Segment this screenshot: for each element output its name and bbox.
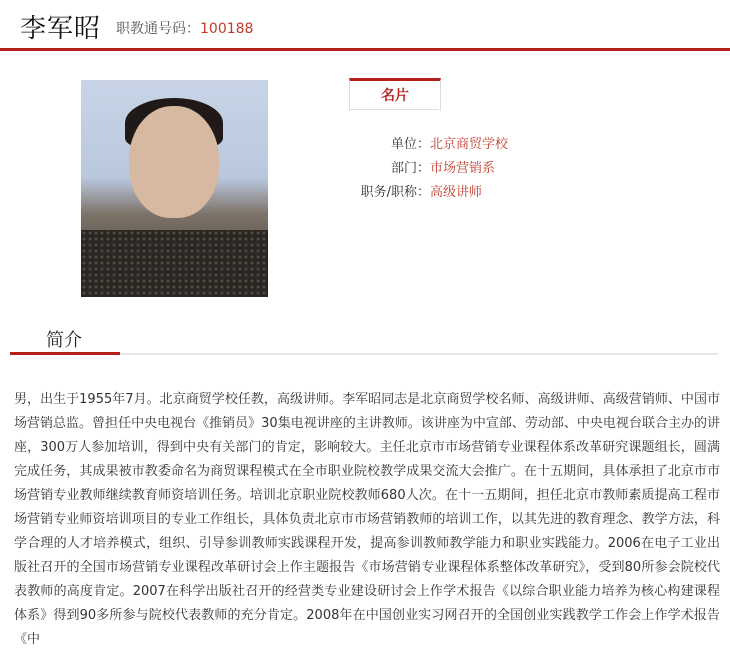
info-label: 部门： bbox=[390, 161, 430, 176]
teacher-name: 李军昭 bbox=[20, 14, 102, 44]
section-accent-bar bbox=[10, 352, 120, 355]
info-label: 单位： bbox=[390, 137, 430, 152]
info-row-title bbox=[330, 181, 482, 200]
cert-number bbox=[116, 18, 253, 38]
tab-underline bbox=[349, 109, 439, 110]
header-divider bbox=[0, 48, 730, 51]
info-value-link[interactable]: 高级讲师 bbox=[430, 185, 483, 200]
photo-face bbox=[129, 106, 219, 218]
intro-text: 男，出生于1955年7月。北京商贸学校任教，高级讲师。李军昭同志是北京商贸学校名师、高级讲师、高级营销师、中国市场营销总监。曾担任中央电视台《推销员》30集电视讲座的主讲教师。该讲座为中宣部、劳动部、中央电视台联合主办的讲座，300万人参加培训，得到中央有关部门的肯定，影响较大。主任北京市市场营销专业课程体系改革研究课题组长，圆满完成任务，其成果被市教委命名为商贸课程模式在全市职业院校教学成果交流大会推广。在十五期间，具体承担了北京市市场营销专业教师继续教育师资培训任务。培训北京职业院校教师680人次。在十一五期间，担任北京市教师素质提高工程市场营销专业师资培训项目的专业工作组长，具体负责北京市市场营销教师的培训工作，以其先进的教育理念、教学方法，科学合理的人才培养模式，组织、引导参训教师实践课程开发，提高参训教师教学能力和职业实践能力。2006在电子工业出版社召开的全国市场营销专业课程改革研讨会上作主题报告《市场营销专业课程体系整体改革研究》，受到80所参会院校代表教师的高度肯定。2007在科学出版社召开的经营类专业建设研讨会上作学术报告《以综合职业能力培养为核心构建课程体系》得到90多所参与院校代表教师的充分肯定。2008年在中国创业实习网召开的全国创业实践教学工作会上作学术报告《中 bbox=[14, 392, 720, 647]
cert-value: 100188 bbox=[200, 21, 254, 37]
tab-business-card[interactable]: 名片 bbox=[349, 78, 441, 111]
info-row-unit bbox=[330, 133, 508, 152]
info-value-link[interactable]: 北京商贸学校 bbox=[430, 137, 509, 152]
info-value-link[interactable]: 市场营销系 bbox=[430, 161, 496, 176]
photo-shirt bbox=[81, 230, 268, 297]
intro-section-title: 简介 bbox=[46, 330, 82, 351]
teacher-photo bbox=[81, 80, 268, 297]
info-label: 职务/职称： bbox=[360, 185, 430, 200]
info-row-department bbox=[330, 157, 495, 176]
page-header bbox=[0, 0, 730, 52]
cert-label: 职教通号码： bbox=[116, 21, 200, 37]
